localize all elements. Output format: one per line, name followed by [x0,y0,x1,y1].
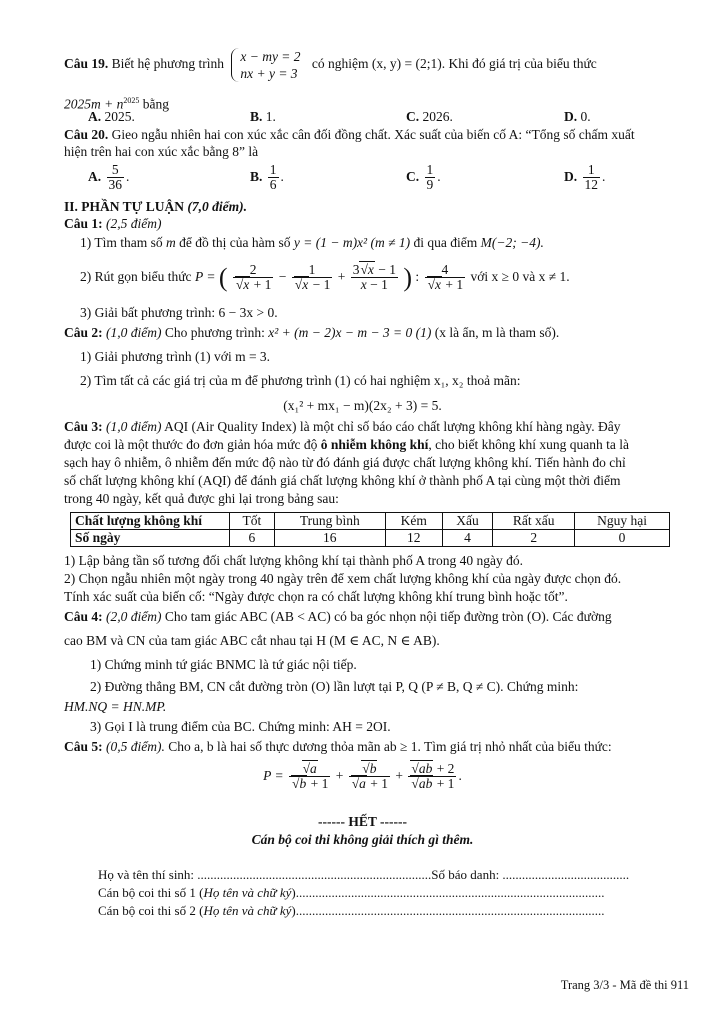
table-cell: Rất xấu [493,513,575,530]
c5-line1: Câu 5: (0,5 điểm). Cho a, b là hai số thực dương thỏa mãn ab ≥ 1. Tìm giá trị nhỏ nhất của biểu thức: [64,739,612,754]
part2-title: II. PHẦN TỰ LUẬN [64,199,185,214]
c4-s2b: HM.NQ = HN.MP. [64,699,167,714]
table-cell: 2 [493,530,575,547]
c3-q2b: Tính xác suất của biến cố: “Ngày được chọn ra có chất lượng không khí trung bình hoặc tốt”. [64,589,568,604]
table-row [71,530,670,547]
q20-options [88,160,689,194]
candidate-name-line: Họ và tên thí sinh: ........................................................................Số báo danh: ....................................... [98,867,630,882]
q20-option-a[interactable]: A. $\frac{5}{36}$ . [88,162,130,193]
c3-line2: được coi là một thước đo đơn giản hóa mức độ ô nhiễm không khí, cho biết không khí xung quanh ta là [64,437,629,452]
part2-heading [64,198,689,215]
end-marker: ------ HẾT ------ [318,814,407,829]
c2-heading: Câu 2: (1,0 điểm) Cho phương trình: x² + (m − 2)x − m − 3 = 0 (1) (x là ẩn, m là tham số). [64,325,560,340]
table-cell: 4 [442,530,493,547]
q20-option-d[interactable]: D. $\frac{1}{12}$ . [564,162,606,193]
aqi-table [70,512,670,547]
table-cell: 12 [385,530,442,547]
q19-system [231,48,304,82]
table-row [71,513,670,530]
c4-s3: 3) Gọi I là trung điểm của BC. Chứng minh: AH = 2OI. [90,719,391,734]
q19-expr-exp: 2025 [123,96,140,105]
q19-expr-tail: bằng [142,96,169,112]
c3-line3: sạch hay ô nhiễm, ô nhiễm đến mức độ nào từ đó đánh giá được chất lượng không khí. Tiến hành đo chỉ [64,455,626,470]
page-footer: Trang 3/3 - Mã đề thi 911 [560,978,689,992]
c1-s2: 2) Rút gọn biểu thức P = ( 2 √ x + 1 − 1 √ x − 1 + $\frac{3√ x - 1}{x - 1}$ ) : 4 √ x + 1 với x ≥ 0 và x ≠ 1. [80,257,689,297]
q19-eq1: x − my = 2 [240,48,301,64]
c3-line4: số chất lượng không khí (AQI) để đánh giá chất lượng không khí ở thành phố A tại cùng một thời điểm [64,473,621,488]
q20-line2: hiện trên hai con xúc xắc bằng 8” là [64,144,259,159]
q20-option-b[interactable]: B. $\frac{1}{6}$ . [250,162,284,193]
c1-s1: 1) Tìm tham số m để đồ thị của hàm số y = (1 − m)x² (m ≠ 1) đi qua điểm M(−2; −4). [80,235,544,250]
c5-formula: P = √ a √ b + 1 + √ b √ a + 1 + √ ab + 2 √ ab + 1 . [0,756,725,796]
c1-heading [64,215,689,232]
q19-mid: có nghiệm (x, y) = (2;1). Khi đó giá trị của biểu thức [311,56,597,71]
c3-line5: trong 40 ngày, kết quả được ghi lại trong bảng sau: [64,491,339,506]
c1-points: (2,5 điểm) [106,216,162,231]
table-cell: 16 [274,530,385,547]
q20-option-c[interactable]: C. $\frac{1}{9}$ . [406,162,441,193]
c3-q2a: 2) Chọn ngẫu nhiên một ngày trong 40 ngày trên để xem chất lượng không khí của ngày được chọn đó. [64,571,622,586]
q20-line1 [64,126,689,143]
table-cell: Trung bình [274,513,385,530]
table-cell: 0 [575,530,670,547]
table-cell: Chất lượng không khí [71,513,230,530]
invigilator-2-line: Cán bộ coi thi số 2 (Họ tên và chữ ký)............................................................................................... [98,903,605,918]
table-cell: Tốt [230,513,275,530]
q19-expr: 2025m + n [64,96,124,112]
c4-line2: cao BM và CN của tam giác ABC cắt nhau tại H (M ∈ AC, N ∈ AB). [64,633,440,648]
c2-s1: 1) Giải phương trình (1) với m = 3. [80,349,271,364]
c1-label: Câu 1: [64,216,103,231]
c2-s2: 2) Tìm tất cả các giá trị của m để phương trình (1) có hai nghiệm x₁, x₂ thoả mãn: [80,373,521,388]
end-note: Cán bộ coi thi không giải thích gì thêm. [251,832,474,847]
invigilator-1-line: Cán bộ coi thi số 1 (Họ tên và chữ ký)............................................................................................... [98,885,605,900]
table-cell: Số ngày [71,530,230,547]
q19-option-b[interactable]: B. 1. [250,109,276,124]
c4-s2: 2) Đường thẳng BM, CN cắt đường tròn (O) lần lượt tại P, Q (P ≠ B, Q ≠ C). Chứng minh: [90,679,579,694]
table-cell: Nguy hại [575,513,670,530]
c4-line1: Câu 4: (2,0 điểm) Cho tam giác ABC (AB < AC) có ba góc nhọn nội tiếp đường tròn (O). Các đường [64,609,612,624]
part2-points: (7,0 điểm). [187,199,248,214]
q20-text1: Gieo ngẫu nhiên hai con xúc xắc cân đối đồng chất. Xác suất của biến cố A: “Tổng số chấm xuất [111,127,635,142]
q19-option-a[interactable]: A. 2025. [88,109,135,124]
c3-line1: Câu 3: (1,0 điểm) AQI (Air Quality Index) là một chỉ số báo cáo chất lượng không khí hàng ngày. Đây [64,419,621,434]
q20-label: Câu 20. [64,127,109,142]
table-cell: Xấu [442,513,493,530]
q19-option-c[interactable]: C. 2026. [406,109,453,124]
c1-s3: 3) Giải bất phương trình: 6 − 3x > 0. [80,305,278,320]
q19-label: Câu 19. [64,56,109,71]
c4-s1: 1) Chứng minh tứ giác BNMC là tứ giác nội tiếp. [90,657,357,672]
c3-q1: 1) Lập bảng tần số tương đối chất lượng không khí tại thành phố A trong 40 ngày đó. [64,553,523,568]
q19-eq2: nx + y = 3 [240,65,298,81]
table-cell: Kém [385,513,442,530]
table-cell: 6 [230,530,275,547]
c2-condition: (x₁² + mx₁ − m)(2x₂ + 3) = 5. [283,398,442,413]
q19-line [64,44,689,84]
q19-option-d[interactable]: D. 0. [564,109,591,124]
q19-intro: Biết hệ phương trình [111,56,224,71]
